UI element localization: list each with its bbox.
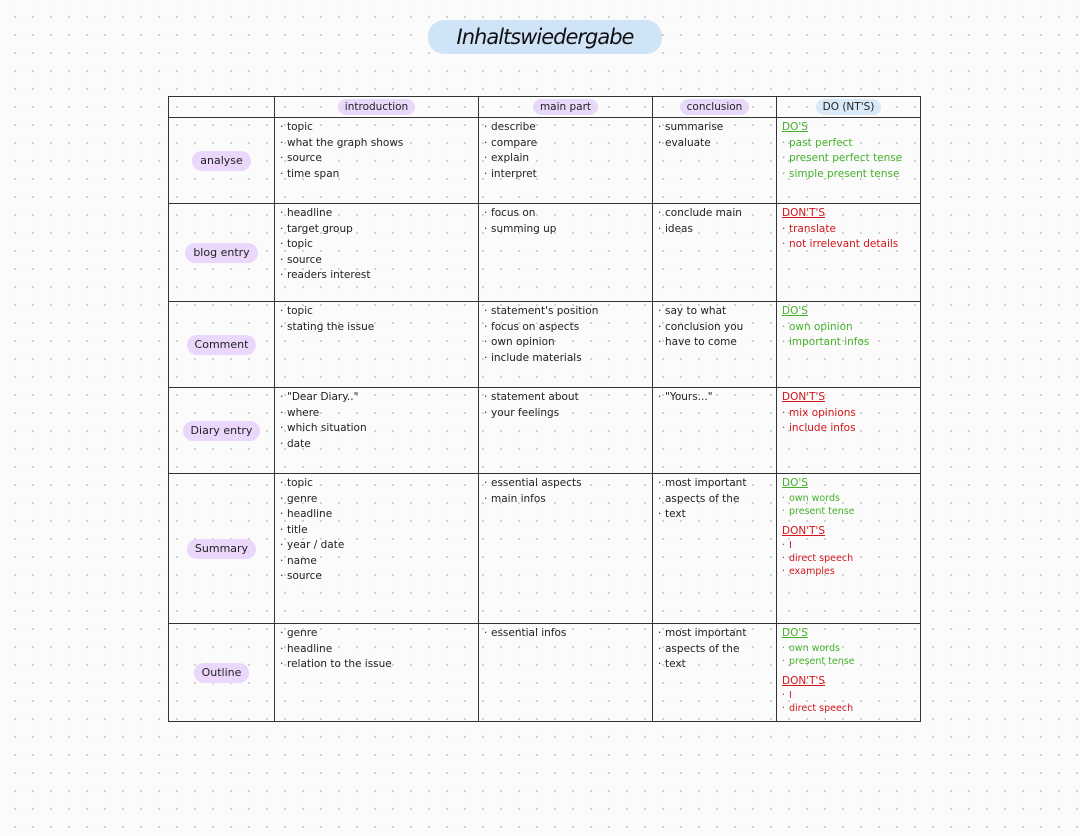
- list-item: · topic: [280, 237, 473, 253]
- list-item: · text: [658, 657, 771, 673]
- dos-list: [782, 642, 915, 668]
- corner-cell: [169, 97, 275, 118]
- header-main-part: [479, 97, 653, 118]
- main-list: [484, 390, 647, 421]
- cell-main: [479, 388, 653, 474]
- list-item: · translate: [782, 222, 915, 238]
- list-item: · stating the issue: [280, 320, 473, 336]
- cell-dos-donts: [777, 118, 921, 204]
- donts-heading: DON'T'S: [782, 391, 826, 403]
- table-row: [169, 474, 921, 624]
- list-item: · source: [280, 151, 473, 167]
- list-item: · source: [280, 253, 473, 269]
- list-item: · summarise: [658, 120, 771, 136]
- list-item: · genre: [280, 492, 473, 508]
- list-item: · own opinion: [484, 335, 647, 351]
- row-label-cell: [169, 388, 275, 474]
- cell-conclusion: [653, 204, 777, 302]
- main-list: [484, 206, 647, 237]
- list-item: · have to come: [658, 335, 771, 351]
- list-item: · compare: [484, 136, 647, 152]
- list-item: · most important: [658, 626, 771, 642]
- list-item: · "Dear Diary..": [280, 390, 473, 406]
- cell-dos-donts: [777, 204, 921, 302]
- header-dos: [777, 97, 921, 118]
- list-item: · statement's position: [484, 304, 647, 320]
- dos-heading: DO'S: [782, 477, 808, 489]
- dos-heading: DO'S: [782, 627, 808, 639]
- row-label-cell: [169, 118, 275, 204]
- main-list: [484, 476, 647, 507]
- list-item: · I: [782, 689, 915, 702]
- cell-main: [479, 302, 653, 388]
- list-item: · what the graph shows: [280, 136, 473, 152]
- list-item: · time span: [280, 167, 473, 183]
- list-item: · year / date: [280, 538, 473, 554]
- list-item: · target group: [280, 222, 473, 238]
- list-item: · headline: [280, 507, 473, 523]
- list-item: · say to what: [658, 304, 771, 320]
- donts-list: [782, 406, 915, 437]
- conclusion-list: [658, 206, 771, 237]
- conclusion-list: [658, 304, 771, 351]
- cell-main: [479, 474, 653, 624]
- donts-heading: DON'T'S: [782, 524, 826, 537]
- conclusion-list: [658, 476, 771, 523]
- row-label-cell: [169, 624, 275, 722]
- list-item: · source: [280, 569, 473, 585]
- dos-heading: DO'S: [782, 305, 808, 317]
- list-item: · describe: [484, 120, 647, 136]
- donts-heading: DON'T'S: [782, 207, 826, 219]
- page-title: Inhaltswiedergabe: [428, 20, 662, 54]
- list-item: · summing up: [484, 222, 647, 238]
- list-item: · conclude main: [658, 206, 771, 222]
- list-item: · mix opinions: [782, 406, 915, 422]
- table-row: [169, 204, 921, 302]
- header-introduction: [275, 97, 479, 118]
- list-item: · your feelings: [484, 406, 647, 422]
- cell-main: [479, 624, 653, 722]
- cell-dos-donts: [777, 624, 921, 722]
- list-item: · direct speech: [782, 702, 915, 715]
- row-label: Comment: [187, 335, 257, 355]
- list-item: · essential aspects: [484, 476, 647, 492]
- cell-conclusion: [653, 388, 777, 474]
- table-row: [169, 388, 921, 474]
- list-item: · title: [280, 523, 473, 539]
- intro-list: [280, 304, 473, 335]
- main-list: [484, 304, 647, 366]
- list-item: · aspects of the: [658, 492, 771, 508]
- donts-heading: DON'T'S: [782, 674, 826, 687]
- list-item: · relation to the issue: [280, 657, 473, 673]
- row-label-cell: [169, 474, 275, 624]
- table-body: [169, 118, 921, 722]
- header-conclusion: [653, 97, 777, 118]
- list-item: · readers interest: [280, 268, 473, 284]
- intro-list: [280, 626, 473, 673]
- list-item: · topic: [280, 476, 473, 492]
- cell-dos-donts: [777, 302, 921, 388]
- list-item: · genre: [280, 626, 473, 642]
- list-item: · topic: [280, 304, 473, 320]
- list-item: · main infos: [484, 492, 647, 508]
- list-item: · own words: [782, 642, 915, 655]
- cell-intro: [275, 624, 479, 722]
- list-item: · conclusion you: [658, 320, 771, 336]
- row-label: Diary entry: [183, 421, 261, 441]
- dos-list: [782, 136, 915, 183]
- conclusion-list: [658, 120, 771, 151]
- list-item: · present perfect tense: [782, 151, 915, 167]
- header-conclusion-label: conclusion: [680, 99, 750, 115]
- dos-heading: DO'S: [782, 121, 808, 133]
- list-item: · topic: [280, 120, 473, 136]
- row-label: Summary: [187, 539, 256, 559]
- header-row: [169, 97, 921, 118]
- list-item: · present tense: [782, 655, 915, 668]
- row-label-cell: [169, 302, 275, 388]
- list-item: · headline: [280, 206, 473, 222]
- list-item: · not irrelevant details: [782, 237, 915, 253]
- list-item: · interpret: [484, 167, 647, 183]
- list-item: · include infos: [782, 421, 915, 437]
- cell-conclusion: [653, 624, 777, 722]
- list-item: · include materials: [484, 351, 647, 367]
- intro-list: [280, 120, 473, 182]
- list-item: · present tense: [782, 505, 915, 518]
- row-label-cell: [169, 204, 275, 302]
- list-item: · headline: [280, 642, 473, 658]
- list-item: · date: [280, 437, 473, 453]
- cell-conclusion: [653, 118, 777, 204]
- intro-list: [280, 206, 473, 284]
- intro-list: [280, 476, 473, 585]
- dos-list: [782, 320, 915, 351]
- table-row: [169, 302, 921, 388]
- cell-conclusion: [653, 302, 777, 388]
- cell-main: [479, 204, 653, 302]
- cell-dos-donts: [777, 474, 921, 624]
- donts-list: [782, 539, 915, 578]
- table-row: [169, 624, 921, 722]
- list-item: · most important: [658, 476, 771, 492]
- list-item: · aspects of the: [658, 642, 771, 658]
- list-item: · important infos: [782, 335, 915, 351]
- table-row: [169, 118, 921, 204]
- writing-types-table: [168, 96, 921, 722]
- list-item: · name: [280, 554, 473, 570]
- cell-intro: [275, 302, 479, 388]
- header-main-part-label: main part: [533, 99, 598, 115]
- main-list: [484, 120, 647, 182]
- row-label: Outline: [194, 663, 250, 683]
- cell-conclusion: [653, 474, 777, 624]
- list-item: · "Yours...": [658, 390, 771, 406]
- list-item: · which situation: [280, 421, 473, 437]
- intro-list: [280, 390, 473, 452]
- cell-intro: [275, 388, 479, 474]
- row-label: analyse: [192, 151, 251, 171]
- list-item: · direct speech: [782, 552, 915, 565]
- list-item: · own opinion: [782, 320, 915, 336]
- list-item: · simple present tense: [782, 167, 915, 183]
- list-item: · ideas: [658, 222, 771, 238]
- list-item: · statement about: [484, 390, 647, 406]
- donts-list: [782, 222, 915, 253]
- list-item: · where: [280, 406, 473, 422]
- row-label: blog entry: [185, 243, 257, 263]
- donts-list: [782, 689, 915, 715]
- cell-main: [479, 118, 653, 204]
- cell-intro: [275, 204, 479, 302]
- list-item: · own words: [782, 492, 915, 505]
- list-item: · examples: [782, 565, 915, 578]
- list-item: · I: [782, 539, 915, 552]
- header-introduction-label: introduction: [338, 99, 415, 115]
- cell-dos-donts: [777, 388, 921, 474]
- list-item: · past perfect: [782, 136, 915, 152]
- list-item: · essential infos: [484, 626, 647, 642]
- list-item: · focus on aspects: [484, 320, 647, 336]
- list-item: · focus on: [484, 206, 647, 222]
- cell-intro: [275, 118, 479, 204]
- conclusion-list: [658, 626, 771, 673]
- conclusion-list: [658, 390, 771, 406]
- list-item: · text: [658, 507, 771, 523]
- cell-intro: [275, 474, 479, 624]
- list-item: · evaluate: [658, 136, 771, 152]
- header-dos-label: DO (NT'S): [816, 99, 882, 115]
- list-item: · explain: [484, 151, 647, 167]
- dos-list: [782, 492, 915, 518]
- main-list: [484, 626, 647, 642]
